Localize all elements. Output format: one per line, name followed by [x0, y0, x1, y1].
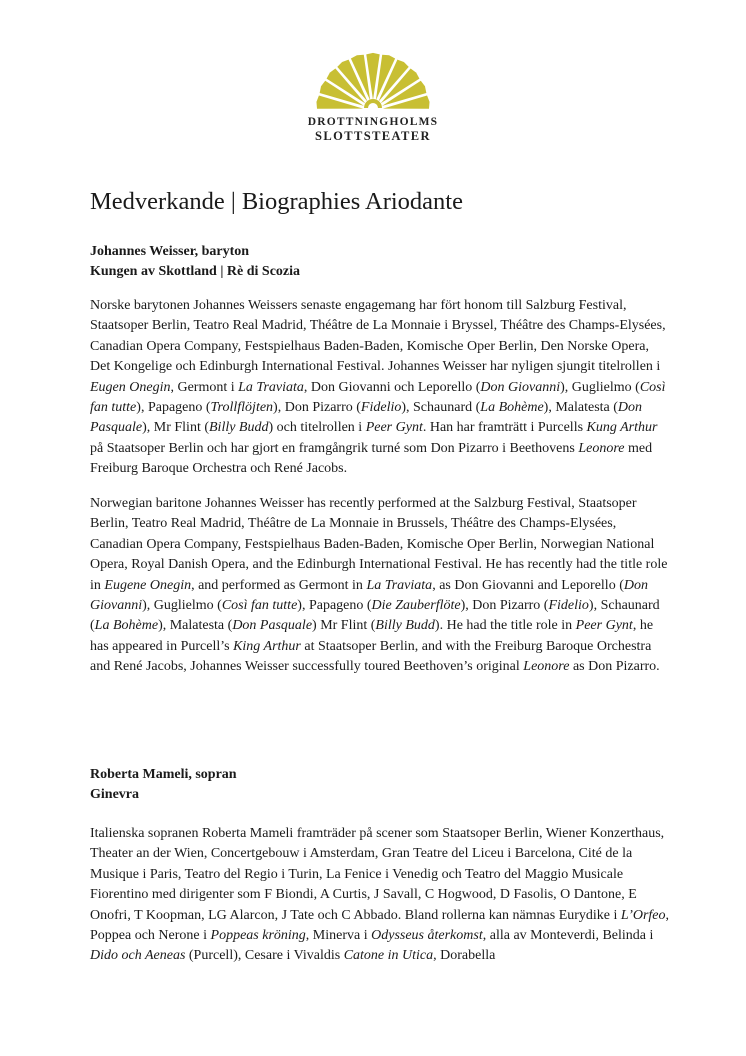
performer-heading-2 — [90, 765, 670, 805]
biography-english-1 — [90, 494, 670, 678]
performer-role: Ginevra — [90, 787, 139, 802]
performer-name: Johannes Weisser, baryton — [90, 244, 250, 259]
logo-text-line2: SLOTTSTEATER — [315, 129, 431, 143]
theatre-logo — [0, 50, 746, 144]
biography-swedish-1 — [90, 296, 670, 480]
page-title: Medverkande | Biographies Ariodante — [90, 188, 463, 215]
performer-heading-1 — [90, 242, 670, 282]
biography-swedish-2 — [90, 824, 670, 967]
performer-name: Roberta Mameli, sopran — [90, 767, 237, 782]
biography-paragraph: Norske barytonen Johannes Weissers senaste engagemang har fört honom till Salzburg Festival, Staatsoper Berlin, Teatro Real Madrid, Théâtre de La Monnaie i Bryssel, Théâtre des Champs-Elysées, Canadian Opera Company, Festspielhaus Baden-Baden, Komische Oper Berlin, Den Norske Opera, Det Kongelige och Edinburgh International Festival. Johannes Weisser har nyligen sjungit titelrollen i Eugen Onegin, Germont i La Traviata, Don Giovanni och Leporello (Don Giovanni), Guglielmo (Così fan tutte), Papageno (Trollflöjten), Don Pizarro (Fidelio), Schaunard (La Bohème), Malatesta (Don Pasquale), Mr Flint (Billy Budd) och titelrollen i Peer Gynt. Han har framträtt i Purcells Kung Arthur på Staatsoper Berlin och har gjort en framgångrik turné som Don Pizarro i Beethovens Leonore med Freiburg Baroque Orchestra och René Jacobs. — [90, 298, 666, 477]
biography-paragraph: Italienska sopranen Roberta Mameli framträder på scener som Staatsoper Berlin, Wiener Konzerthaus, Theater an der Wien, Concertgebouw i Amsterdam, Gran Teatre del Liceu i Barcelona, Cité de la Musique i Paris, Teatro del Regio i Turin, La Fenice i Venedig och Teatro del Maggio Musicale Fiorentino med dirigenter som F Biondi, A Curtis, J Savall, C Hogwood, D Fasolis, O Dantone, E Onofri, T Koopman, LG Alarcon, J Tate och C Abbado. Bland rollerna kan nämnas Eurydike i L’Orfeo, Poppea och Nerone i Poppeas kröning, Minerva i Odysseus återkomst, alla av Monteverdi, Belinda i Dido och Aeneas (Purcell), Cesare i Vivaldis Catone in Utica, Dorabella — [90, 826, 670, 964]
fan-logo-icon — [308, 50, 438, 110]
performer-role: Kungen av Skottland | Rè di Scozia — [90, 264, 301, 279]
logo-text-line1: DROTTNINGHOLMS — [307, 116, 439, 128]
biography-paragraph: Norwegian baritone Johannes Weisser has recently performed at the Salzburg Festival, Staatsoper Berlin, Teatro Real Madrid, Théâtre de La Monnaie in Brussels, Théâtre des Champs-Elysées, Canadian Opera Company, Festspielhaus Baden-Baden, Komische Oper Berlin, Norwegian National Opera, Royal Danish Opera, and the Edinburgh International Festival. He has recently had the title role in Eugene Onegin, and performed as Germont in La Traviata, as Don Giovanni and Leporello (Don Giovanni), Guglielmo (Così fan tutte), Papageno (Die Zauberflöte), Don Pizarro (Fidelio), Schaunard (La Bohème), Malatesta (Don Pasquale) Mr Flint (Billy Budd). He had the title role in Peer Gynt, he has appeared in Purcell’s King Arthur at Staatsoper Berlin, and with the Freiburg Baroque Orchestra and René Jacobs, Johannes Weisser successfully toured Beethoven’s original Leonore as Don Pizarro. — [90, 496, 668, 675]
